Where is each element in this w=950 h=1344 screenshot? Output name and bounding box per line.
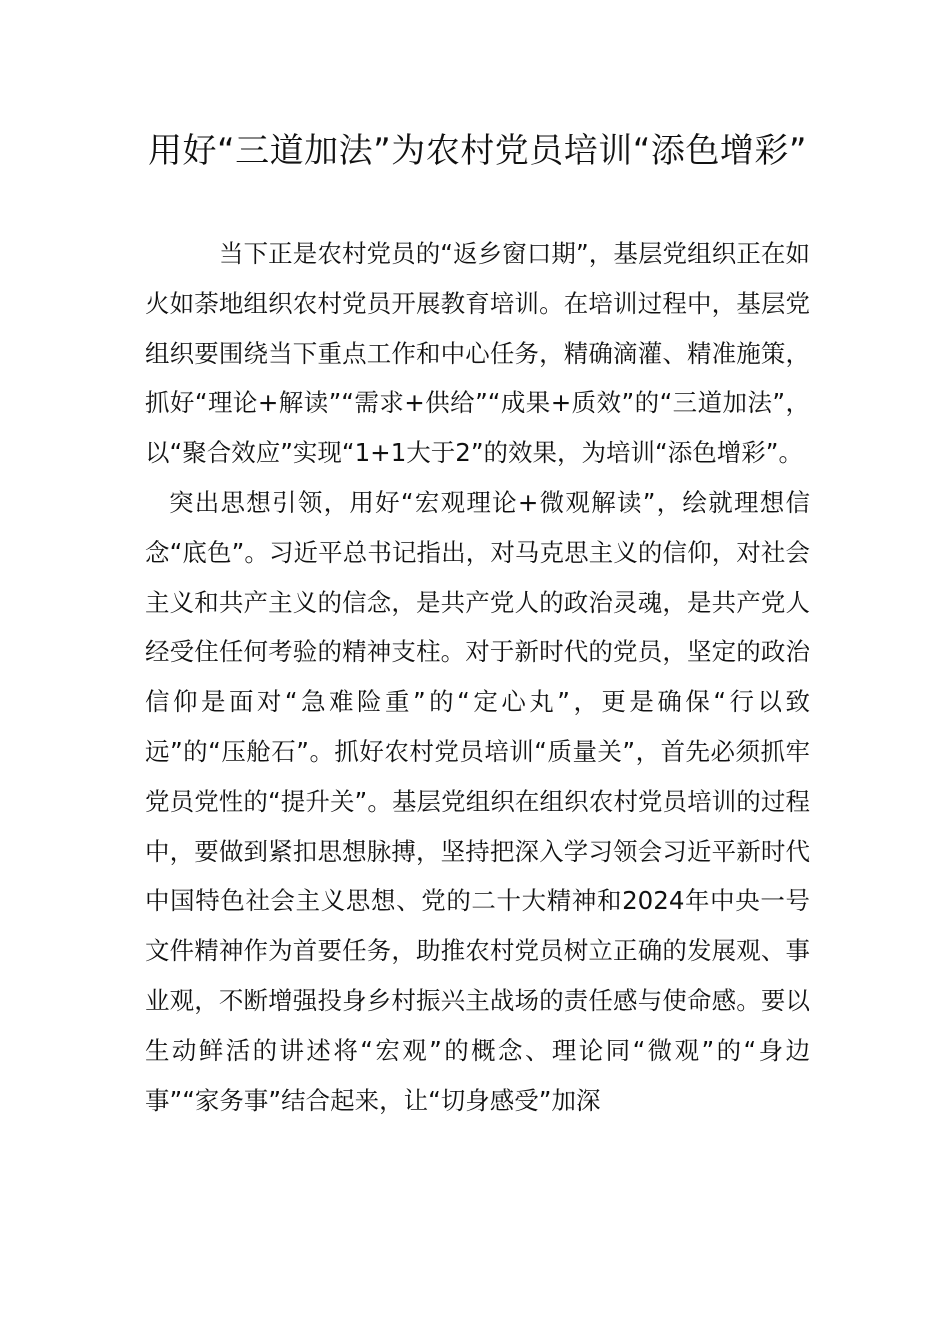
document-body (145, 229, 810, 1125)
paragraph-intro: 当下正是农村党员的“返乡窗口期”，基层党组织正在如火如荼地组织农村党员开展教育培训。在培训过程中，基层党组织要围绕当下重点工作和中心任务，精确滴灌、精准施策，抓好“理论+解读”“需求+供给”“成果+质效”的“三道加法”，以“聚合效应”实现“1+1大于2”的效果，为培训“添色增彩”。 (145, 239, 810, 468)
document-title: 用好“三道加法”为农村党员培训“添色增彩” (148, 131, 807, 171)
paragraph-ideology: 突出思想引领，用好“宏观理论+微观解读”，绘就理想信念“底色”。习近平总书记指出，对马克思主义的信仰，对社会主义和共产主义的信念，是共产党人的政治灵魂，是共产党人经受住任何考验的精神支柱。对于新时代的党员，坚定的政治信仰是面对“急难险重”的“定心丸”，更是确保“行以致远”的“压舱石”。抓好农村党员培训“质量关”，首先必须抓牢党员党性的“提升关”。基层党组织在组织农村党员培训的过程中，要做到紧扣思想脉搏，坚持把深入学习领会习近平新时代中国特色社会主义思想、党的二十大精神和2024年中央一号文件精神作为首要任务，助推农村党员树立正确的发展观、事业观，不断增强投身乡村振兴主战场的责任感与使命感。要以生动鲜活的讲述将“宏观”的概念、理论同“微观”的“身边事”“家务事”结合起来，让“切身感受”加深 (145, 487, 810, 1115)
